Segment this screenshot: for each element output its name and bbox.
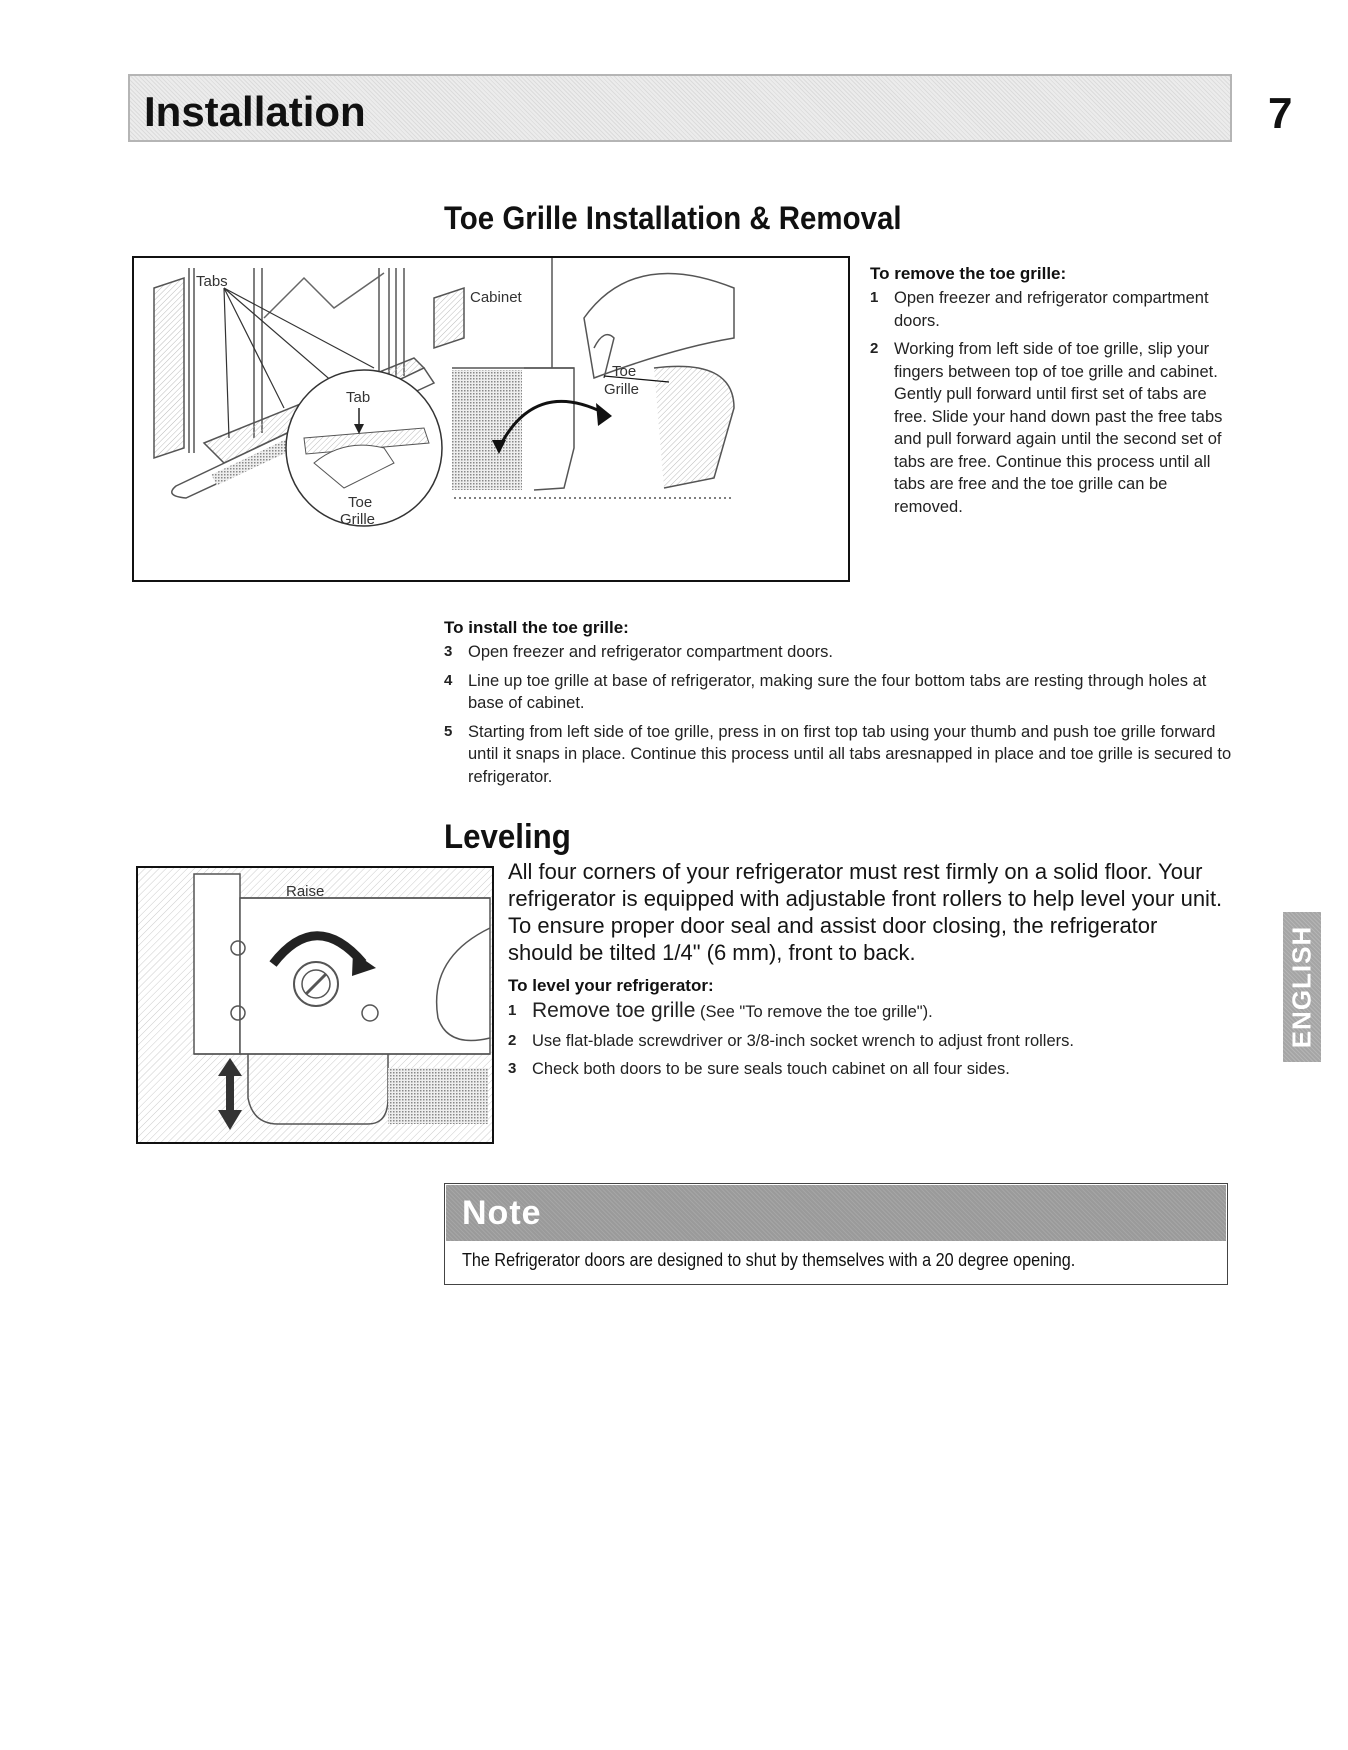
step-number: 1: [508, 1002, 517, 1019]
toe-label-inset: Toe: [348, 494, 373, 511]
leveling-illustration: [138, 868, 492, 1142]
tabs-label: Tabs: [196, 273, 228, 290]
note-header-band: [446, 1185, 1226, 1241]
step-text: Line up toe grille at base of refrigerator, making sure the four bottom tabs are resting through holes at base of cabinet.: [468, 671, 1207, 712]
step-text: Remove toe grille: [532, 999, 696, 1022]
list-item: [444, 641, 1234, 664]
install-title: To install the toe grille:: [444, 618, 629, 637]
cabinet-label: Cabinet: [470, 289, 522, 306]
rotate-arrow-tail: [596, 403, 612, 426]
step-text: Open freezer and refrigerator compartment doors.: [894, 289, 1209, 330]
leveling-figure: [136, 866, 494, 1144]
grille-label-section: Grille: [604, 381, 640, 398]
step-text: Check both doors to be sure seals touch cabinet on all four sides.: [532, 1060, 1010, 1078]
page-number: 7: [1268, 89, 1293, 138]
remove-instructions: [870, 264, 1225, 518]
tab-label: Tab: [346, 389, 371, 406]
step-number: 3: [508, 1060, 517, 1077]
note-title: Note: [462, 1194, 542, 1232]
grille-label-inset: Grille: [340, 511, 376, 528]
list-item: [444, 670, 1234, 715]
step-number: 2: [508, 1031, 517, 1049]
list-item: [870, 338, 1225, 518]
step-number: 5: [444, 722, 453, 740]
step-text: Starting from left side of toe grille, press in on first top tab using your thumb and push toe grille forward until it snaps in place. Continue this process until all tabs aresnapped in place and toe grille is secured to refrigerator.: [468, 722, 1232, 786]
step-number: 2: [870, 340, 879, 357]
step-text: Use flat-blade screwdriver or 3/8-inch socket wrench to adjust front rollers.: [532, 1031, 1074, 1050]
install-instructions: [444, 618, 1234, 788]
list-item: [870, 287, 1225, 332]
note-text: The Refrigerator doors are designed to shut by themselves with a 20 degree opening.: [462, 1250, 1076, 1270]
step-text: Open freezer and refrigerator compartment doors.: [468, 643, 834, 661]
toe-label-section: Toe: [612, 363, 637, 380]
leveling-instructions: [508, 976, 1224, 1081]
step-text: Working from left side of toe grille, slip your fingers between top of toe grille and cabinet. Gently pull forward until first set of tabs are free. Slide your hand down past the free tabs and pull forward again until the second set of tabs are free. Continue this process until all tabs are free and the toe grille can be removed.: [894, 340, 1223, 516]
list-item: [444, 721, 1234, 789]
list-item: [508, 1058, 1224, 1081]
list-item: [508, 1030, 1224, 1053]
page-title: Installation: [144, 88, 366, 135]
toe-grille-figure: [132, 256, 850, 582]
toe-grille-heading: Toe Grille Installation & Removal: [444, 200, 902, 236]
leveling-sub-title: To level your refrigerator:: [508, 976, 714, 995]
leveling-intro: All four corners of your refrigerator must rest firmly on a solid floor. Your refrigerator is equipped with adjustable front rollers to help level your unit. To ensure proper door seal and assist door closing, the refrigerator should be tilted 1/4" (6 mm), front to back.: [508, 859, 1223, 965]
remove-title: To remove the toe grille:: [870, 264, 1067, 283]
step-note: (See "To remove the toe grille").: [700, 1003, 933, 1021]
step-number: 1: [870, 289, 879, 306]
language-tab-label: ENGLISH: [1286, 925, 1317, 1049]
leveling-heading: Leveling: [444, 818, 571, 856]
list-item: [508, 1000, 1224, 1024]
toe-grille-illustration: [134, 258, 848, 580]
step-number: 3: [444, 643, 453, 660]
step-number: 4: [444, 671, 453, 689]
raise-label: Raise: [286, 883, 325, 900]
